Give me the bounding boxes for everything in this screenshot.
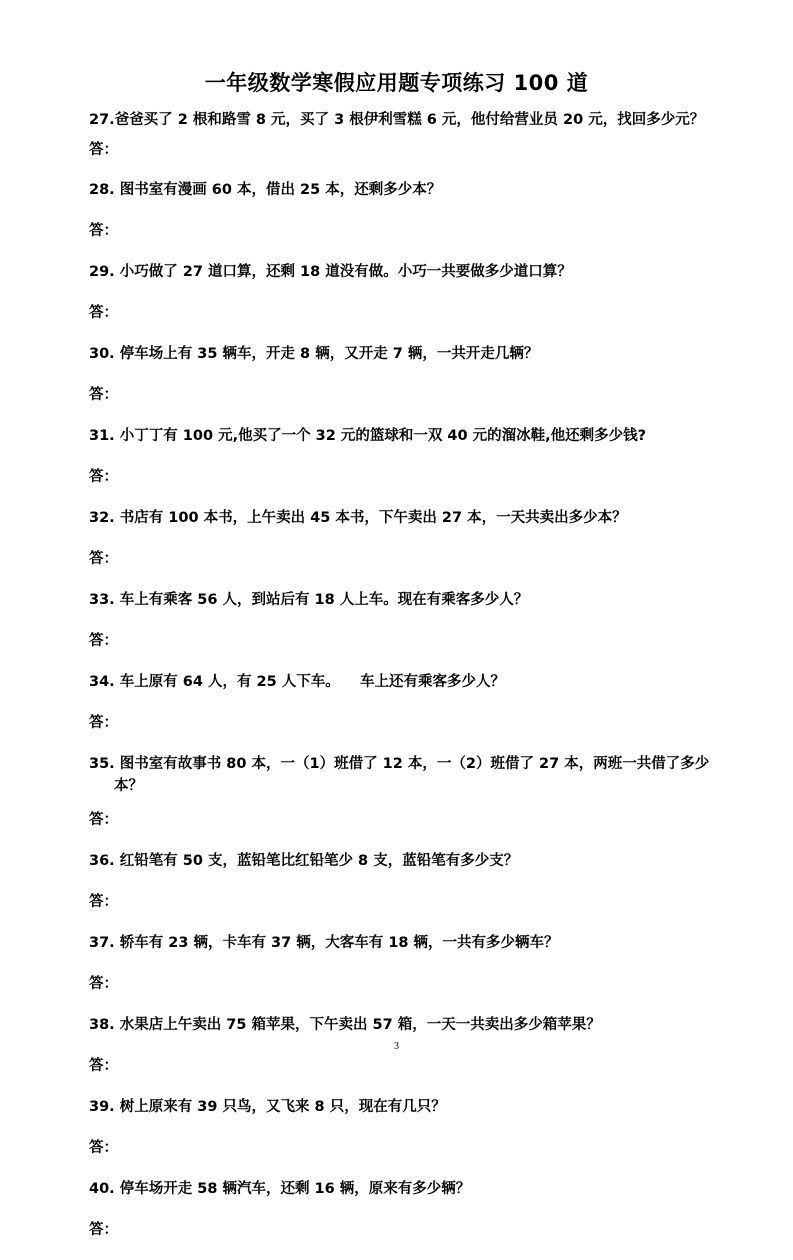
question xyxy=(89,753,717,797)
answer-label: 答： xyxy=(89,812,118,828)
question xyxy=(89,1096,717,1118)
question-text: 小巧做了 27 道口算，还剩 18 道没有做。小巧一共要做多少道口算？ xyxy=(114,264,572,280)
question-text: 书店有 100 本书，上午卖出 45 本书，下午卖出 27 本，一天共卖出多少本？ xyxy=(114,510,627,526)
question-text: 轿车有 23 辆，卡车有 37 辆，大客车有 18 辆，一共有多少辆车？ xyxy=(114,935,559,951)
question xyxy=(89,179,717,201)
question-text: 车上原有 64 人，有 25 人下车。 车上还有乘客多少人？ xyxy=(114,674,505,690)
problem-37 xyxy=(89,932,717,995)
answer-label: 答： xyxy=(89,387,118,403)
question xyxy=(89,1014,717,1036)
question-number: 36. xyxy=(89,853,115,869)
problem-31 xyxy=(89,425,717,488)
question-number: 40. xyxy=(89,1181,115,1197)
question-number: 38. xyxy=(89,1017,115,1033)
answer-label: 答： xyxy=(89,305,118,321)
problem-35 xyxy=(89,753,717,831)
question-number: 27. xyxy=(89,112,115,128)
question-number: 39. xyxy=(89,1099,115,1115)
question-number: 34. xyxy=(89,674,115,690)
question-text: 水果店上午卖出 75 箱苹果，下午卖出 57 箱，一天一共卖出多少箱苹果？ xyxy=(114,1017,601,1033)
question-number: 29. xyxy=(89,264,115,280)
question-number: 30. xyxy=(89,346,115,362)
answer-label: 答： xyxy=(89,469,118,485)
question xyxy=(89,109,717,131)
question xyxy=(89,261,717,283)
question-text: 图书室有漫画 60 本，借出 25 本，还剩多少本？ xyxy=(114,182,442,198)
question xyxy=(89,671,717,693)
answer-label: 答： xyxy=(89,976,118,992)
question-number: 28. xyxy=(89,182,115,198)
problem-40 xyxy=(89,1178,717,1241)
question-text: 车上有乘客 56 人，到站后有 18 人上车。现在有乘客多少人？ xyxy=(114,592,529,608)
question xyxy=(89,1178,717,1200)
answer-label: 答： xyxy=(89,1058,118,1074)
question-number: 37. xyxy=(89,935,115,951)
question-text: 停车场上有 35 辆车，开走 8 辆，又开走 7 辆，一共开走几辆？ xyxy=(114,346,539,362)
answer-label: 答： xyxy=(89,1140,118,1156)
answer-label: 答： xyxy=(89,551,118,567)
question-text: 小丁丁有 100 元,他买了一个 32 元的篮球和一双 40 元的溜冰鞋,他还剩多少钱? xyxy=(114,428,647,444)
answer-label: 答： xyxy=(89,894,118,910)
answer-label: 答： xyxy=(89,142,118,158)
question-number: 33. xyxy=(89,592,115,608)
problem-36 xyxy=(89,850,717,913)
answer-label: 答： xyxy=(89,715,118,731)
question-number: 35. xyxy=(89,756,115,772)
question-number: 32. xyxy=(89,510,115,526)
problem-28 xyxy=(89,179,717,242)
question xyxy=(89,343,717,365)
page-number: 3 xyxy=(394,1041,399,1052)
answer-label: 答： xyxy=(89,223,118,239)
question xyxy=(89,425,717,447)
question xyxy=(89,850,717,872)
question-text: 停车场开走 58 辆汽车，还剩 16 辆，原来有多少辆？ xyxy=(114,1181,471,1197)
problem-27 xyxy=(89,109,717,161)
problem-39 xyxy=(89,1096,717,1159)
problem-34 xyxy=(89,671,717,734)
problem-list xyxy=(89,109,717,1260)
question xyxy=(89,507,717,529)
problem-33 xyxy=(89,589,717,652)
problem-32 xyxy=(89,507,717,570)
answer-label: 答： xyxy=(89,1222,118,1238)
question-text: 红铅笔有 50 支，蓝铅笔比红铅笔少 8 支，蓝铅笔有多少支？ xyxy=(114,853,519,869)
question-number: 31. xyxy=(89,428,115,444)
question-text: 图书室有故事书 80 本，一（1）班借了 12 本，一（2）班借了 27 本，两班一共借了多少本？ xyxy=(114,756,710,794)
answer-label: 答： xyxy=(89,633,118,649)
question-text: 爸爸买了 2 根和路雪 8 元，买了 3 根伊利雪糕 6 元，他付给营业员 20 元，找回多少元？ xyxy=(114,112,705,128)
problem-29 xyxy=(89,261,717,324)
question-text: 树上原来有 39 只鸟，又飞来 8 只，现在有几只？ xyxy=(114,1099,446,1115)
problem-30 xyxy=(89,343,717,406)
question xyxy=(89,589,717,611)
question xyxy=(89,932,717,954)
page-title: 一年级数学寒假应用题专项练习 100 道 xyxy=(204,71,589,95)
